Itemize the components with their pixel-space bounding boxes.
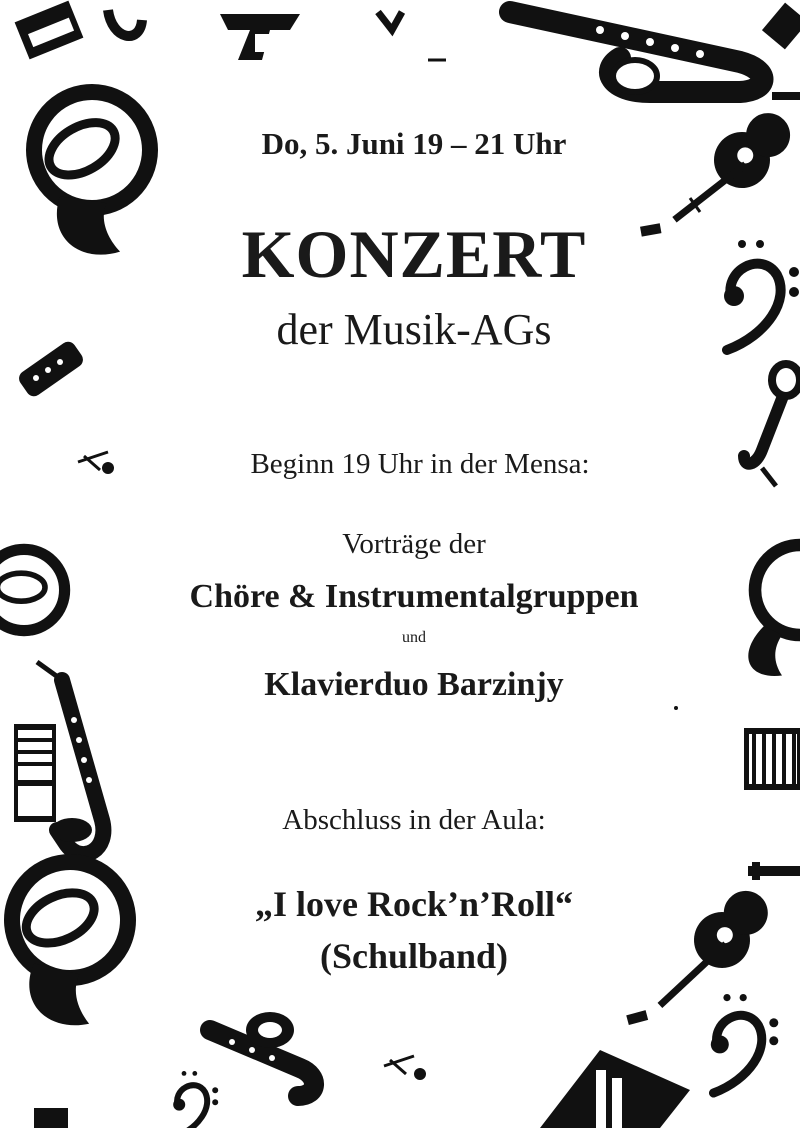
treble-clef-icon: [378, 12, 402, 30]
bass-clef-icon: [108, 10, 142, 36]
closing-location-line: Abschluss in der Aula:: [282, 804, 546, 836]
grand-piano-icon: [220, 14, 300, 60]
grand-piano-icon: [540, 1050, 690, 1128]
clarinet-icon: [748, 862, 800, 880]
poster-title: KONZERT: [241, 216, 587, 292]
bass-clef-icon: [173, 1071, 218, 1128]
saxophone-icon: [210, 1012, 314, 1096]
poster-subtitle: der Musik-AGs: [276, 305, 552, 354]
saxophone-icon: [510, 12, 763, 92]
bass-clef-icon: [711, 994, 779, 1093]
start-location-line: Beginn 19 Uhr in der Mensa:: [250, 448, 590, 480]
piano-duo-line: Klavierduo Barzinjy: [264, 666, 564, 703]
band-name: (Schulband): [319, 936, 509, 976]
groups-line: Chöre & Instrumentalgruppen: [189, 578, 639, 615]
treble-clef-icon: [384, 1056, 426, 1080]
performances-intro: Vorträge der: [342, 528, 486, 560]
band-song-title: „I love Rock’n’Roll“: [255, 884, 573, 924]
event-date-time: Do, 5. Juni 19 – 21 Uhr: [261, 126, 567, 161]
keyboard-icon: [15, 1, 84, 60]
accordion-icon: [744, 728, 800, 790]
conjunction-text: und: [402, 629, 426, 646]
